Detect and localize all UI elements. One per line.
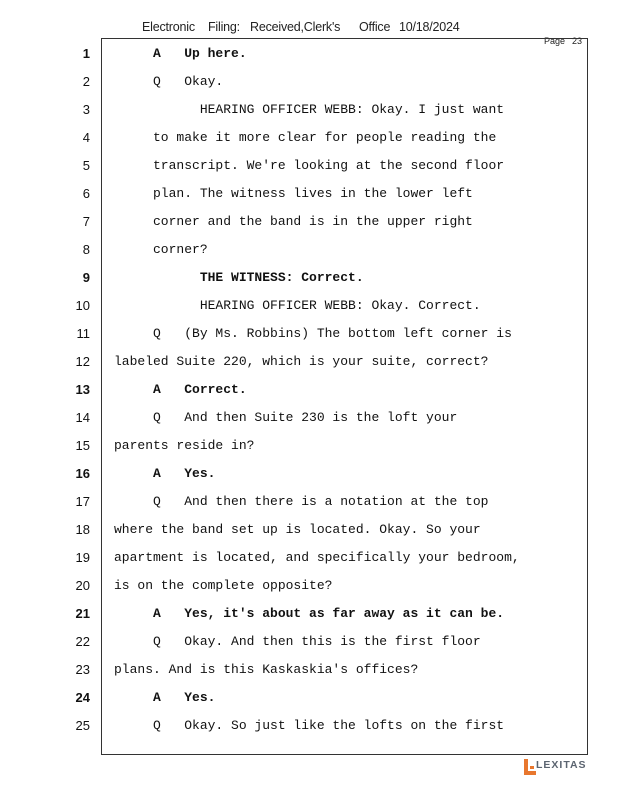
line-number: 19 [75,550,90,565]
transcript-line: corner and the band is in the upper right [114,214,473,229]
transcript-line: A Up here. [114,46,247,61]
transcript-line: Q And then there is a notation at the top [114,494,489,509]
line-number: 11 [76,326,90,341]
line-number: 8 [82,242,90,257]
transcript-line: apartment is located, and specifically your bedroom, [114,550,520,565]
transcript-line: plan. The witness lives in the lower left [114,186,473,201]
transcript-line: Q Okay. So just like the lofts on the first [114,718,505,733]
transcript-line: HEARING OFFICER WEBB: Okay. I just want [114,102,505,117]
line-number: 23 [75,662,90,677]
transcript-line: A Yes, it's about as far away as it can be. [114,606,505,621]
line-number: 20 [75,578,90,593]
line-number: 5 [82,158,90,173]
line-number: 25 [75,718,90,733]
transcript-line: parents reside in? [114,438,255,453]
page-number-value: 23 [572,36,583,46]
line-number: 22 [75,634,90,649]
line-number: 12 [75,354,90,369]
filing-stamp-word: 10/18/2024 [399,20,460,34]
line-number: 7 [82,214,90,229]
transcript-line: plans. And is this Kaskaskia's offices? [114,662,419,677]
line-number: 10 [75,298,90,313]
transcript-line: A Yes. [114,466,216,481]
line-number: 18 [75,522,90,537]
line-number: 6 [82,186,90,201]
line-number: 4 [82,130,90,145]
transcript-line: corner? [114,242,208,257]
line-number: 24 [75,690,90,705]
filing-stamp-word: Received,Clerk's [250,20,341,34]
line-number: 14 [75,410,90,425]
lexitas-logo [524,759,588,777]
line-number: 3 [82,102,90,117]
transcript-line: A Correct. [114,382,247,397]
line-number: 16 [75,466,90,481]
line-number: 13 [75,382,90,397]
transcript-line: Q (By Ms. Robbins) The bottom left corner is [114,326,512,341]
filing-stamp-word: Electronic [142,20,195,34]
transcript-line: transcript. We're looking at the second floor [114,158,505,173]
transcript-line: labeled Suite 220, which is your suite, correct? [114,354,489,369]
transcript-line: Q And then Suite 230 is the loft your [114,410,458,425]
line-number: 2 [82,74,90,89]
line-number: 21 [75,606,90,621]
line-number: 9 [82,270,90,285]
transcript-line: HEARING OFFICER WEBB: Okay. Correct. [114,298,481,313]
transcript-line: Q Okay. And then this is the first floor [114,634,481,649]
transcript-line: to make it more clear for people reading the [114,130,497,145]
line-number: 17 [75,494,90,509]
lexitas-logo-text: LEXITAS [536,759,587,771]
transcript-line: THE WITNESS: Correct. [114,270,364,285]
line-number: 1 [82,46,90,61]
transcript-line: where the band set up is located. Okay. So your [114,522,481,537]
transcript-line: A Yes. [114,690,216,705]
transcript-line: is on the complete opposite? [114,578,333,593]
transcript-line: Q Okay. [114,74,224,89]
page-label: Page [544,36,566,46]
line-number: 15 [75,438,90,453]
filing-stamp-word: Office [359,20,391,34]
filing-stamp-word: Filing: [208,20,240,34]
